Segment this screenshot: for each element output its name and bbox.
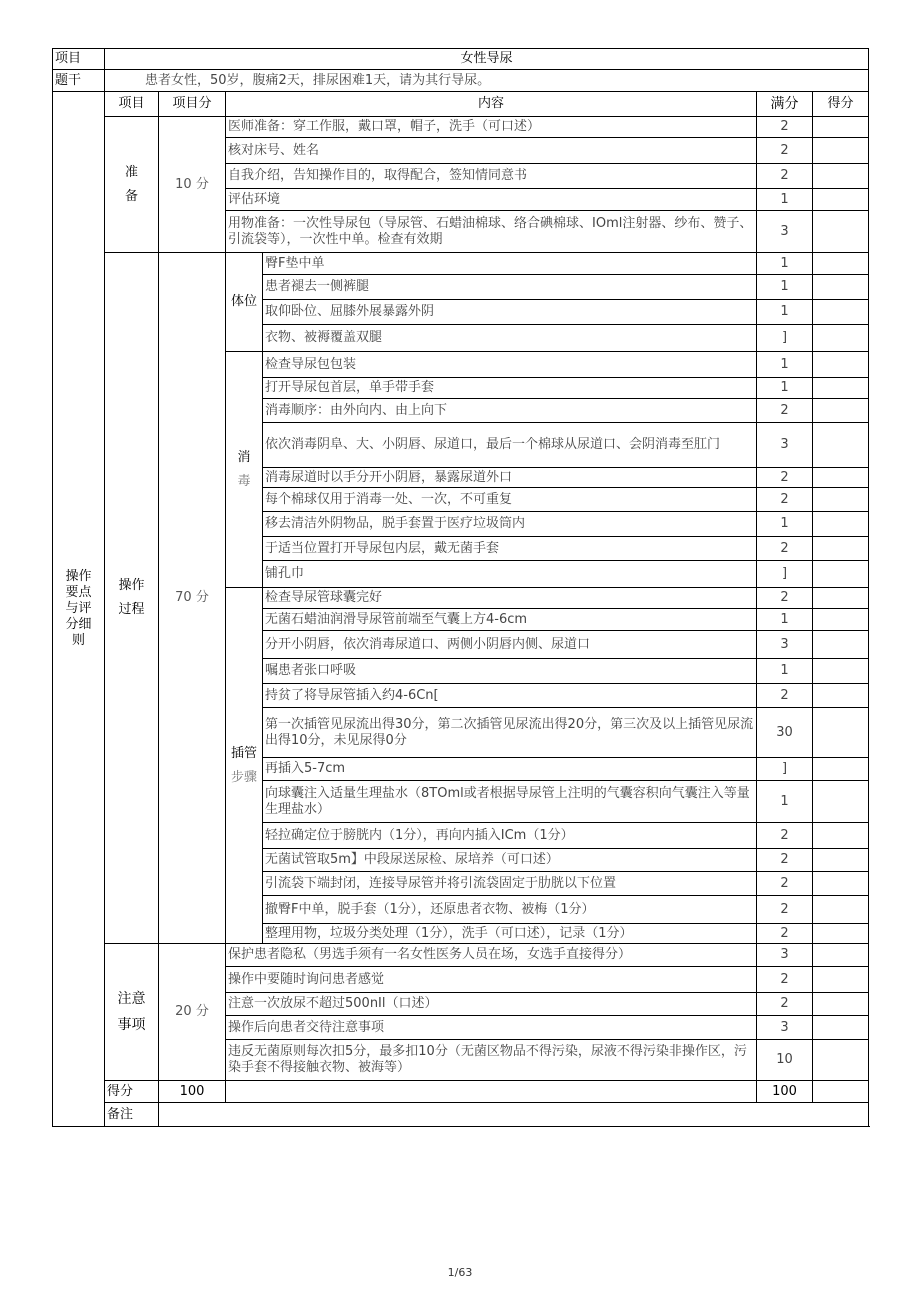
- project-title: 女性导尿: [105, 49, 869, 70]
- row-earned-score: [813, 993, 869, 1016]
- row-content: 无菌试管取5m】中段尿送尿检、尿培养（可口述）: [263, 849, 757, 872]
- row-full-score: 2: [757, 164, 813, 189]
- col-item: 项目: [105, 92, 159, 117]
- process-group-label: 消 毒: [226, 352, 263, 588]
- row-content: 第一次插管见尿流出得30分，第二次插管见尿流出得20分，第三次及以上插管见尿流出得10分，未见尿得0分: [263, 708, 757, 758]
- row-full-score: 2: [757, 967, 813, 993]
- row-content: 持贫了将导尿管插入约4-6Cn[: [263, 684, 757, 708]
- row-full-score: 1: [757, 781, 813, 823]
- row-full-score: 2: [757, 993, 813, 1016]
- row-earned-score: [813, 117, 869, 138]
- table-row: [53, 117, 869, 138]
- row-full-score: 3: [757, 631, 813, 659]
- col-full-score: 满分: [757, 92, 813, 117]
- row-full-score: 2: [757, 896, 813, 924]
- process-score: 70 分: [159, 253, 226, 944]
- total-content-blank: [226, 1081, 757, 1103]
- row-earned-score: [813, 423, 869, 468]
- table-row: [53, 1081, 869, 1103]
- row-earned-score: [813, 399, 869, 423]
- row-earned-score: [813, 896, 869, 924]
- row-full-score: 1: [757, 189, 813, 211]
- remarks-label: 备注: [105, 1103, 159, 1127]
- row-content: 撤臀F中单，脱手套（1分），还原患者衣物、被梅（1分）: [263, 896, 757, 924]
- table-row: [53, 1103, 869, 1127]
- row-content: 保护患者隐私（男选手须有一名女性医务人员在场，女选手直接得分）: [226, 944, 757, 967]
- scoring-table: [52, 48, 869, 1127]
- row-content: 臀F垫中单: [263, 253, 757, 275]
- notes-score: 20 分: [159, 944, 226, 1081]
- row-full-score: 2: [757, 468, 813, 488]
- row-content: 自我介绍，告知操作目的，取得配合，签知情同意书: [226, 164, 757, 189]
- row-content: 铺孔巾: [263, 561, 757, 588]
- table-row: [53, 944, 869, 967]
- row-content: 患者褪去一侧裤腿: [263, 275, 757, 300]
- stem-text: 患者女性，50岁，腹痛2天，排尿困难1天，请为其行导尿。: [105, 70, 869, 92]
- row-earned-score: [813, 488, 869, 512]
- row-full-score: 1: [757, 512, 813, 537]
- row-full-score: 3: [757, 211, 813, 253]
- row-full-score: 1: [757, 609, 813, 631]
- row-full-score: 2: [757, 537, 813, 561]
- prep-score: 10 分: [159, 117, 226, 253]
- row-full-score: 2: [757, 138, 813, 164]
- row-earned-score: [813, 708, 869, 758]
- row-full-score: 1: [757, 300, 813, 325]
- row-content: 引流袋下端封闭，连接导尿管并将引流袋固定于肋胱以下位置: [263, 872, 757, 896]
- row-earned-score: [813, 872, 869, 896]
- row-full-score: 3: [757, 944, 813, 967]
- process-group-label: 插管 步骤: [226, 588, 263, 944]
- row-earned-score: [813, 325, 869, 352]
- row-content: 无菌石蜡油润滑导尿管前端至气囊上方4-6cm: [263, 609, 757, 631]
- col-earned: 得分: [813, 92, 869, 117]
- row-earned-score: [813, 684, 869, 708]
- page-number: 1/63: [447, 1266, 473, 1279]
- row-full-score: 2: [757, 399, 813, 423]
- row-earned-score: [813, 967, 869, 993]
- row-content: 操作中要随时询问患者感觉: [226, 967, 757, 993]
- row-earned-score: [813, 1016, 869, 1040]
- row-earned-score: [813, 849, 869, 872]
- process-group-label: 体位: [226, 253, 263, 352]
- row-content: 消毒尿道时以手分开小阴唇，暴露尿道外口: [263, 468, 757, 488]
- row-earned-score: [813, 300, 869, 325]
- row-content: 检查导尿管球囊完好: [263, 588, 757, 609]
- row-earned-score: [813, 537, 869, 561]
- row-earned-score: [813, 561, 869, 588]
- row-earned-score: [813, 468, 869, 488]
- row-content: 每个棉球仅用于消毒一处、一次，不可重复: [263, 488, 757, 512]
- row-content: 违反无菌原则每次扣5分，最多扣10分（无菌区物品不得污染，尿液不得污染非操作区，污染手套不得接触衣物、被海等）: [226, 1040, 757, 1081]
- row-earned-score: [813, 588, 869, 609]
- row-content: 打开导尿包首层，单手带手套: [263, 378, 757, 399]
- notes-label: 注意 事项: [105, 944, 159, 1081]
- row-full-score: 2: [757, 488, 813, 512]
- row-full-score: ]: [757, 561, 813, 588]
- row-content: 注意一次放尿不超过500nIl（口述）: [226, 993, 757, 1016]
- row-earned-score: [813, 631, 869, 659]
- row-full-score: 2: [757, 849, 813, 872]
- row-content: 取仰卧位、屈膝外展暴露外阴: [263, 300, 757, 325]
- row-full-score: ]: [757, 325, 813, 352]
- row-content: 检查导尿包包装: [263, 352, 757, 378]
- row-full-score: 2: [757, 872, 813, 896]
- row-earned-score: [813, 378, 869, 399]
- row-full-score: ]: [757, 758, 813, 781]
- total-item-score: 100: [159, 1081, 226, 1103]
- row-full-score: 2: [757, 823, 813, 849]
- row-content: 整理用物，垃圾分类处理（1分），洗手（可口述），记录（1分）: [263, 924, 757, 944]
- row-content: 移去清洁外阴物品，脱手套置于医疗垃圾筒内: [263, 512, 757, 537]
- row-full-score: 1: [757, 352, 813, 378]
- total-label: 得分: [105, 1081, 159, 1103]
- total-earned: [813, 1081, 869, 1103]
- row-content: 核对床号、姓名: [226, 138, 757, 164]
- total-full-score: 100: [757, 1081, 813, 1103]
- row-earned-score: [813, 352, 869, 378]
- row-earned-score: [813, 781, 869, 823]
- row-earned-score: [813, 659, 869, 684]
- row-full-score: 3: [757, 1016, 813, 1040]
- row-full-score: 30: [757, 708, 813, 758]
- row-full-score: 1: [757, 659, 813, 684]
- row-content: 分开小阴唇，依次消毒尿道口、两侧小阴唇内侧、尿道口: [263, 631, 757, 659]
- row-full-score: 1: [757, 378, 813, 399]
- row-content: 向球囊注入适量生理盐水（8TOml或者根据导尿管上注明的气囊容积向气囊注入等量生理盐水）: [263, 781, 757, 823]
- row-earned-score: [813, 275, 869, 300]
- row-earned-score: [813, 609, 869, 631]
- table-row: [53, 253, 869, 275]
- row-earned-score: [813, 189, 869, 211]
- row-content: 医师准备：穿工作服，戴口罩，帽子，洗手（可口述）: [226, 117, 757, 138]
- row-earned-score: [813, 253, 869, 275]
- row-full-score: 1: [757, 253, 813, 275]
- row-earned-score: [813, 512, 869, 537]
- row-full-score: 1: [757, 275, 813, 300]
- col-content: 内容: [226, 92, 757, 117]
- row-earned-score: [813, 211, 869, 253]
- row-full-score: 2: [757, 588, 813, 609]
- scoring-sheet: [52, 48, 868, 1127]
- row-full-score: 2: [757, 924, 813, 944]
- stem-label: 题干: [53, 70, 105, 92]
- project-label: 项目: [53, 49, 105, 70]
- row-content: 消毒顺序：由外向内、由上向下: [263, 399, 757, 423]
- row-content: 于适当位置打开导尿包内层，戴无菌手套: [263, 537, 757, 561]
- row-earned-score: [813, 1040, 869, 1081]
- row-earned-score: [813, 758, 869, 781]
- row-content: 用物准备：一次性导尿包（导尿管、石蜡油棉球、络合碘棉球、IOml注射器、纱布、赞子、引流袋等），一次性中单。检查有效期: [226, 211, 757, 253]
- row-content: 操作后向患者交待注意事项: [226, 1016, 757, 1040]
- row-full-score: 10: [757, 1040, 813, 1081]
- row-full-score: 2: [757, 684, 813, 708]
- process-label: 操作 过程: [105, 253, 159, 944]
- row-content: 评估环境: [226, 189, 757, 211]
- row-content: 轻拉确定位于膀胱内（1分），再向内插入ICm（1分）: [263, 823, 757, 849]
- section-label: 操作 要点 与评 分细 则: [53, 92, 105, 1127]
- row-content: 衣物、被褥覆盖双腿: [263, 325, 757, 352]
- remarks-content: [159, 1103, 869, 1127]
- row-content: 依次消毒阴阜、大、小阴唇、尿道口，最后一个棉球从尿道口、会阴消毒至肛门: [263, 423, 757, 468]
- row-full-score: 2: [757, 117, 813, 138]
- row-earned-score: [813, 944, 869, 967]
- row-earned-score: [813, 823, 869, 849]
- col-item-score: 项目分: [159, 92, 226, 117]
- prep-label: 准 备: [105, 117, 159, 253]
- row-earned-score: [813, 138, 869, 164]
- row-content: 嘱患者张口呼吸: [263, 659, 757, 684]
- row-earned-score: [813, 924, 869, 944]
- row-full-score: 3: [757, 423, 813, 468]
- row-content: 再插入5-7cm: [263, 758, 757, 781]
- row-earned-score: [813, 164, 869, 189]
